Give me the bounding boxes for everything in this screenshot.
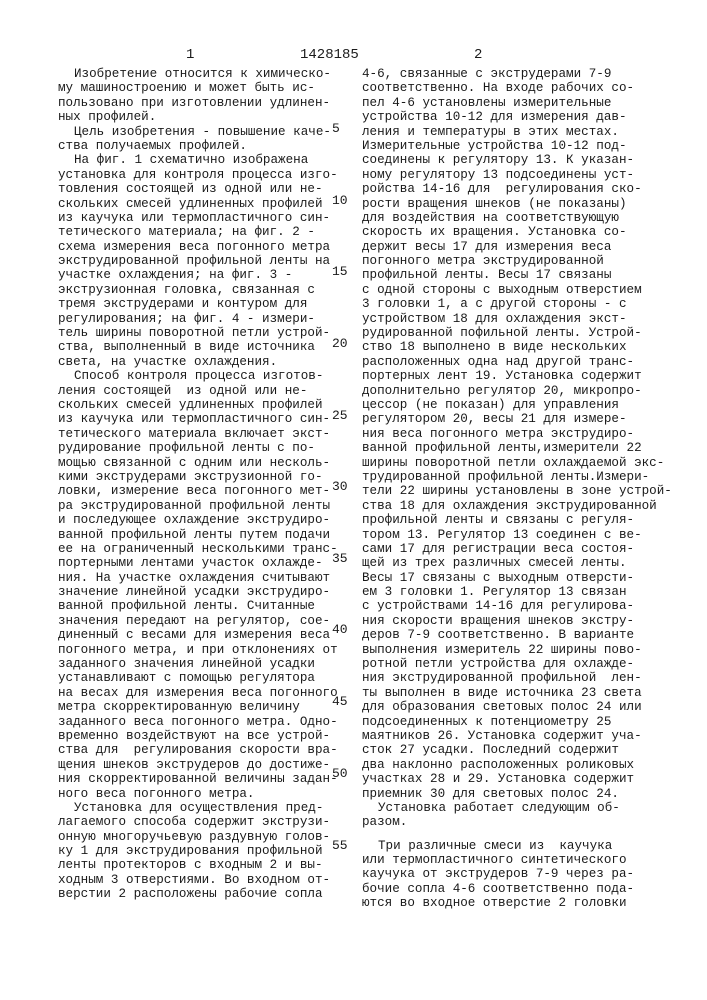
- text-line: щей из трех различных смесей ленты.: [362, 556, 677, 570]
- text-line: сток 27 усадки. Последний содержит: [362, 743, 677, 757]
- line-number: 35: [332, 551, 348, 566]
- text-line: для образования световых полос 24 или: [362, 700, 677, 714]
- text-line: тремя экструдерами и контуром для: [58, 297, 350, 311]
- text-line: ство 18 выполнено в виде нескольких: [362, 340, 677, 354]
- text-line: профильной ленты. Весы 17 связаны: [362, 268, 677, 282]
- text-line: соединены к регулятору 13. К указан-: [362, 153, 677, 167]
- text-line: верстии 2 расположены рабочие сопла: [58, 887, 350, 901]
- text-line: для воздействия на соответствующую: [362, 211, 677, 225]
- text-line: ротной петли устройства для охлажде-: [362, 657, 677, 671]
- line-number: 45: [332, 694, 348, 709]
- text-line: разом.: [362, 815, 677, 829]
- text-line: диненный с весами для измерения веса: [58, 628, 350, 642]
- text-line: рудированной пофильной ленты. Устрой-: [362, 326, 677, 340]
- text-line: товления состоящей из одной или не-: [58, 182, 350, 196]
- text-line: экструзионная головка, связанная с: [58, 283, 350, 297]
- text-line: ния скорости вращения шнеков экстру-: [362, 614, 677, 628]
- text-line: выполнения измеритель 22 ширины пово-: [362, 643, 677, 657]
- text-line: ванной профильной ленты. Считанные: [58, 599, 350, 613]
- text-line: пользовано при изготовлении удлинен-: [58, 96, 350, 110]
- text-line: ленты протекторов с входным 2 и вы-: [58, 858, 350, 872]
- text-line: тетического материала включает экст-: [58, 427, 350, 441]
- text-line: ра экструдированной профильной ленты: [58, 499, 350, 513]
- text-line: 3 головки 1, а с другой стороны - с: [362, 297, 677, 311]
- text-line: ширины поворотной петли охлаждаемой экс-: [362, 456, 677, 470]
- text-line: скольких смесей удлиненных профилей: [58, 197, 350, 211]
- text-line: ройства 14-16 для регулирования ско-: [362, 182, 677, 196]
- text-line: Изобретение относится к химическо-: [58, 67, 350, 81]
- text-line: ются во входное отверстие 2 головки: [362, 896, 677, 910]
- text-line: погонного метра экструдированной: [362, 254, 677, 268]
- text-line: регулирования; на фиг. 4 - измери-: [58, 312, 350, 326]
- text-line: тетического материала; на фиг. 2 -: [58, 225, 350, 239]
- text-line: ния. На участке охлаждения считывают: [58, 571, 350, 585]
- text-line: кими экструдерами экструзионной го-: [58, 470, 350, 484]
- page-number-left: 1: [186, 47, 194, 63]
- text-line: два наклонно расположенных роликовых: [362, 758, 677, 772]
- text-line: Измерительные устройства 10-12 под-: [362, 139, 677, 153]
- text-line: соответственно. На входе рабочих со-: [362, 81, 677, 95]
- line-number: 5: [332, 121, 340, 136]
- text-line: портерными лентами участок охлажде-: [58, 556, 350, 570]
- text-line: ку 1 для экструдирования профильной: [58, 844, 350, 858]
- text-line: сами 17 для регистрации веса состоя-: [362, 542, 677, 556]
- line-number: 30: [332, 479, 348, 494]
- right-text-column: [362, 67, 677, 911]
- text-line: тель ширины поворотной петли устрой-: [58, 326, 350, 340]
- text-line: скольких смесей удлиненных профилей: [58, 398, 350, 412]
- line-number: 55: [332, 838, 348, 853]
- line-number: 40: [332, 622, 348, 637]
- text-line: держит весы 17 для измерения веса: [362, 240, 677, 254]
- text-line: установка для контроля процесса изго-: [58, 168, 350, 182]
- line-number: 25: [332, 408, 348, 423]
- text-line: ления и температуры в этих местах.: [362, 125, 677, 139]
- text-line: из каучука или термопластичного син-: [58, 412, 350, 426]
- text-line: ных профилей.: [58, 110, 350, 124]
- text-line: профильной ленты и связаны с регуля-: [362, 513, 677, 527]
- text-line: или термопластичного синтетического: [362, 853, 677, 867]
- line-number: 15: [332, 264, 348, 279]
- text-line: онную многоручьевую раздувную голов-: [58, 830, 350, 844]
- text-line: устройства 10-12 для измерения дав-: [362, 110, 677, 124]
- text-line: ния веса погонного метра экструдиро-: [362, 427, 677, 441]
- text-line: значение линейной усадки экструдиро-: [58, 585, 350, 599]
- text-line: с устройствами 14-16 для регулирова-: [362, 599, 677, 613]
- text-line: пел 4-6 установлены измерительные: [362, 96, 677, 110]
- text-line: Цель изобретения - повышение каче-: [58, 125, 350, 139]
- text-line: дополнительно регулятор 20, микропро-: [362, 384, 677, 398]
- text-line: погонного метра, и при отклонениях от: [58, 643, 350, 657]
- text-line: ства 18 для охлаждения экструдированной: [362, 499, 677, 513]
- text-line: Весы 17 связаны с выходным отверсти-: [362, 571, 677, 585]
- patent-number: 1428185: [300, 47, 359, 63]
- text-line: Установка для осуществления пред-: [58, 801, 350, 815]
- text-line: маятников 26. Установка содержит уча-: [362, 729, 677, 743]
- text-line: заданного значения линейной усадки: [58, 657, 350, 671]
- text-line: ства, выполненный в виде источника: [58, 340, 350, 354]
- text-line: лагаемого способа содержит экструзи-: [58, 815, 350, 829]
- text-line: света, на участке охлаждения.: [58, 355, 350, 369]
- page-number-right: 2: [474, 47, 482, 63]
- text-line: устройством 18 для охлаждения экст-: [362, 312, 677, 326]
- text-line: экструдированной профильной ленты на: [58, 254, 350, 268]
- text-line: временно воздействуют на все устрой-: [58, 729, 350, 743]
- text-line: из каучука или термопластичного син-: [58, 211, 350, 225]
- line-number: 50: [332, 766, 348, 781]
- text-line: каучука от экструдеров 7-9 через ра-: [362, 867, 677, 881]
- text-line: участке охлаждения; на фиг. 3 -: [58, 268, 350, 282]
- text-line: регулятором 20, весы 21 для измере-: [362, 412, 677, 426]
- text-line: ния скорректированной величины задан-: [58, 772, 350, 786]
- text-line: тели 22 ширины установлены в зоне устрой-: [362, 484, 677, 498]
- text-line: с одной стороны с выходным отверстием: [362, 283, 677, 297]
- text-line: рудирование профильной ленты с по-: [58, 441, 350, 455]
- text-line: приемник 30 для световых полос 24.: [362, 787, 677, 801]
- text-line: ванной профильной ленты,измерители 22: [362, 441, 677, 455]
- text-line: устанавливают с помощью регулятора: [58, 671, 350, 685]
- text-line: Установка работает следующим об-: [362, 801, 677, 815]
- text-line: ходным 3 отверстиями. Во входном от-: [58, 873, 350, 887]
- text-line: цессор (не показан) для управления: [362, 398, 677, 412]
- text-line: метра скорректированную величину: [58, 700, 350, 714]
- text-line: портерных лент 19. Установка содержит: [362, 369, 677, 383]
- text-line: схема измерения веса погонного метра: [58, 240, 350, 254]
- text-line: ного веса погонного метра.: [58, 787, 350, 801]
- text-line: значения передают на регулятор, сое-: [58, 614, 350, 628]
- text-line: участках 28 и 29. Установка содержит: [362, 772, 677, 786]
- text-line: ем 3 головки 1. Регулятор 13 связан: [362, 585, 677, 599]
- text-line: ванной профильной ленты путем подачи: [58, 528, 350, 542]
- text-line: щения шнеков экструдеров до достиже-: [58, 758, 350, 772]
- text-line: ства для регулирования скорости вра-: [58, 743, 350, 757]
- text-line: ства получаемых профилей.: [58, 139, 350, 153]
- text-line: и последующее охлаждение экструдиро-: [58, 513, 350, 527]
- text-line: 4-6, связанные с экструдерами 7-9: [362, 67, 677, 81]
- text-line: заданного веса погонного метра. Одно-: [58, 715, 350, 729]
- text-line: На фиг. 1 схематично изображена: [58, 153, 350, 167]
- text-line: скорость их вращения. Установка со-: [362, 225, 677, 239]
- text-line: ления состоящей из одной или не-: [58, 384, 350, 398]
- text-line: деров 7-9 соответственно. В варианте: [362, 628, 677, 642]
- text-line: подсоединенных к потенциометру 25: [362, 715, 677, 729]
- left-text-column: [58, 67, 350, 902]
- text-line: Способ контроля процесса изготов-: [58, 369, 350, 383]
- text-line: рости вращения шнеков (не показаны): [362, 197, 677, 211]
- text-line: на весах для измерения веса погонного: [58, 686, 350, 700]
- text-line: му машиностроению и может быть ис-: [58, 81, 350, 95]
- text-line: трудированной профильной ленты.Измери-: [362, 470, 677, 484]
- line-number: 20: [332, 336, 348, 351]
- text-line: ному регулятору 13 подсоединены уст-: [362, 168, 677, 182]
- text-line: расположенных одна над другой транс-: [362, 355, 677, 369]
- text-line: ты выполнен в виде источника 23 света: [362, 686, 677, 700]
- text-line: Три различные смеси из каучука: [362, 839, 677, 853]
- text-line: ее на ограниченный несколькими транс-: [58, 542, 350, 556]
- text-line: мощью связанной с одним или несколь-: [58, 456, 350, 470]
- text-line: тором 13. Регулятор 13 соединен с ве-: [362, 528, 677, 542]
- line-number: 10: [332, 193, 348, 208]
- text-line: ловки, измерение веса погонного мет-: [58, 484, 350, 498]
- text-line: ния экструдированной профильной лен-: [362, 671, 677, 685]
- text-line: бочие сопла 4-6 соответственно пода-: [362, 882, 677, 896]
